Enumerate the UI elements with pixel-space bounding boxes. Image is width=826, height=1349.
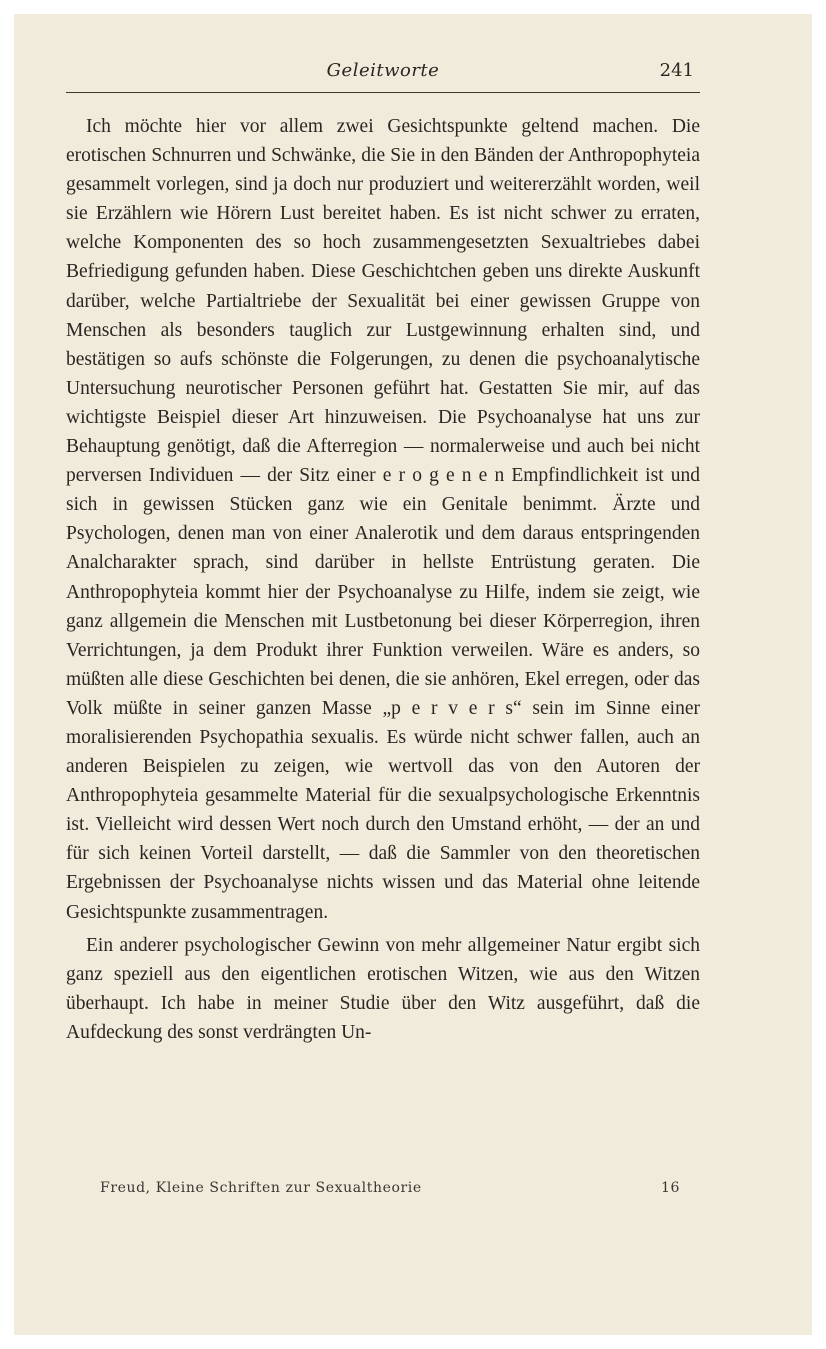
paragraph-2: Ein anderer psychologischer Gewinn von mehr allgemeiner Natur ergibt sich ganz speziell aus den eigentlichen erotischen Witzen, wie aus den Witzen überhaupt. Ich habe in meiner Studie über den Witz ausgeführt, daß die Aufdeckung des sonst verdrängten Un-: [66, 934, 700, 1043]
body-text: [66, 112, 700, 1047]
page-number: 241: [659, 60, 694, 81]
header-title: Geleitworte: [326, 60, 440, 81]
paragraph-1: Ich möchte hier vor allem zwei Gesichtspunkte geltend machen. Die erotischen Schnurren und Schwänke, die Sie in den Bänden der Anthropophyteia gesammelt vorlegen, sind ja doch nur produziert und weitererzählt worden, weil sie Erzählern wie Hörern Lust bereitet haben. Es ist nicht schwer zu erraten, welche Komponenten des so hoch zusammengesetzten Sexualtriebes dabei Befriedigung gefunden haben. Diese Geschichtchen geben uns direkte Auskunft darüber, welche Partialtriebe der Sexualität bei einer gewissen Gruppe von Menschen als besonders tauglich zur Lustgewinnung erhalten sind, und bestätigen so aufs schönste die Folgerungen, zu denen die psychoanalytische Untersuchung neurotischer Personen geführt hat. Gestatten Sie mir, auf das wichtigste Beispiel dieser Art hinzuweisen. Die Psychoanalyse hat uns zur Behauptung genötigt, daß die Afterregion — normalerweise und auch bei nicht perversen Individuen — der Sitz einer e r o g e n e n Empfindlichkeit ist und sich in gewissen Stücken ganz wie ein Genitale benimmt. Ärzte und Psychologen, denen man von einer Analerotik und dem daraus entspringenden Analcharakter sprach, sind darüber in hellste Entrüstung geraten. Die Anthropophyteia kommt hier der Psychoanalyse zu Hilfe, indem sie zeigt, wie ganz allgemein die Menschen mit Lustbetonung bei dieser Körperregion, ihren Verrichtungen, ja dem Produkt ihrer Funktion verweilen. Wäre es anders, so müßten alle diese Geschichten bei denen, die sie anhören, Ekel erregen, oder das Volk müßte in seiner ganzen Masse „p e r v e r s“ sein im Sinne einer moralisierenden Psychopathia sexualis. Es würde nicht schwer fallen, auch an anderen Beispielen zu zeigen, wie wertvoll das von den Autoren der Anthropophyteia gesammelte Material für die sexualpsychologische Erkenntnis ist. Vielleicht wird dessen Wert noch durch den Umstand erhöht, — der an und für sich keinen Vorteil darstellt, — daß die Sammler von den theoretischen Ergebnissen der Psychoanalyse nichts wissen und das Material ohne leitende Gesichtspunkte zusammentragen.: [66, 116, 700, 923]
footer: [100, 1180, 680, 1204]
printer-signature: 16: [660, 1180, 680, 1196]
footer-text: Freud, Kleine Schriften zur Sexualtheorie: [100, 1180, 422, 1196]
running-header: [66, 56, 700, 93]
